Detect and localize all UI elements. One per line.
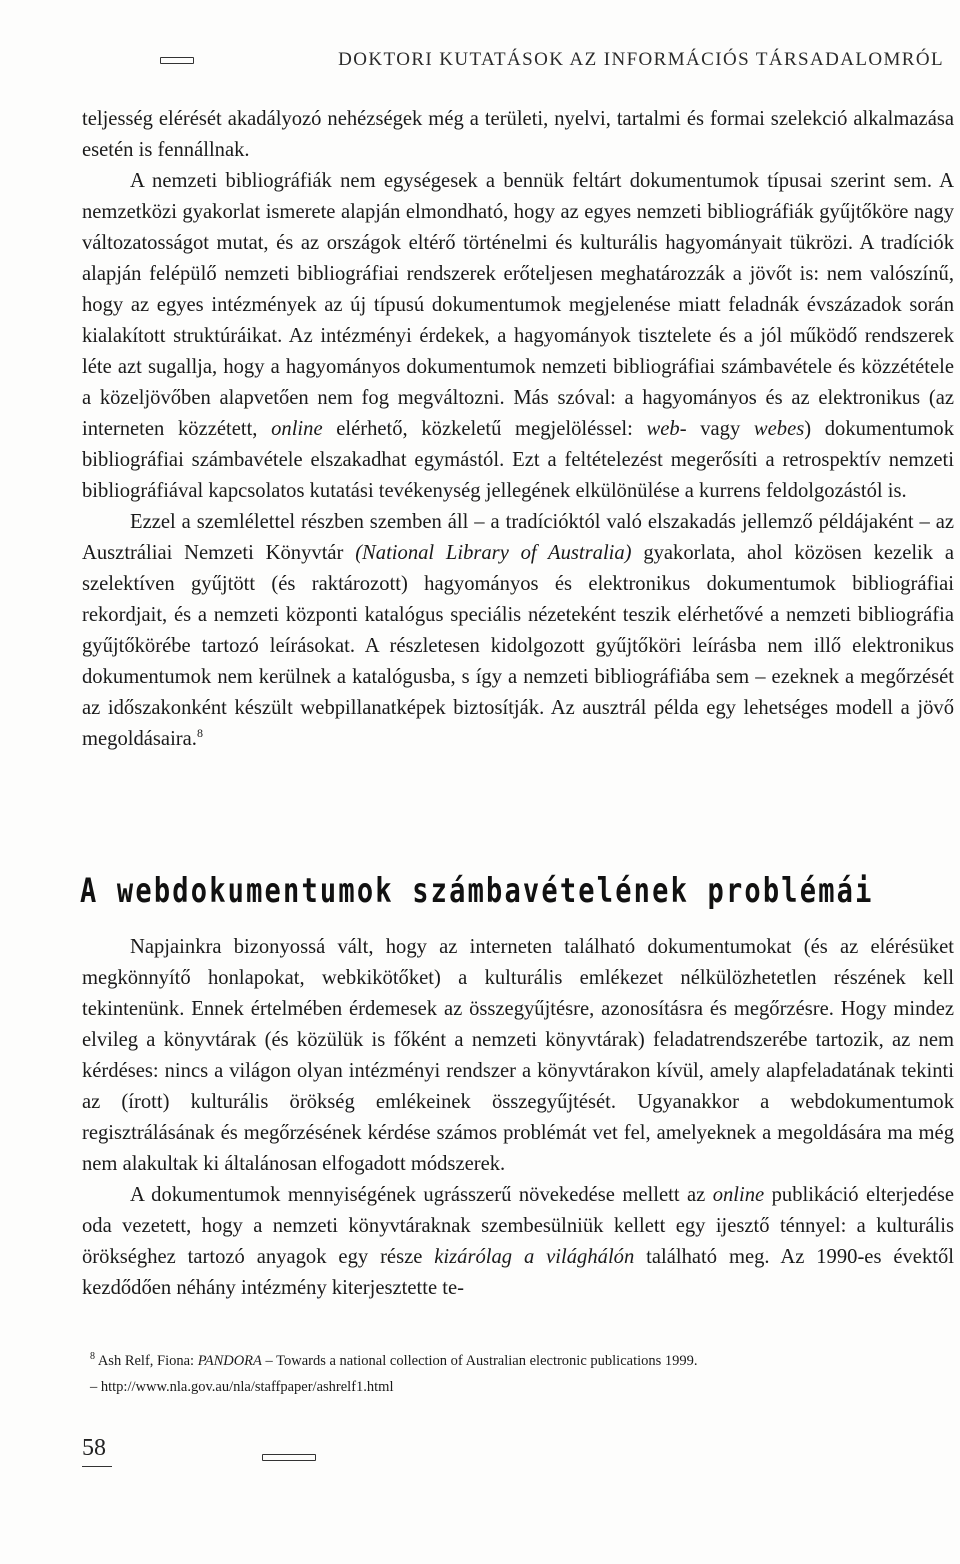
- paragraph: A dokumentumok mennyiségének ugrásszerű növekedése mellett az online publikáció elterjedése oda vezetett, hogy a nemzeti könyvtáraknak szembesülniük kellett egy ijesztő ténnyel: a kulturális örökséghez tartozó anyagok egy része kizárólag a világhálón található meg. Az 1990-es évektől kezdődően néhány intézmény kiterjesztette te-: [82, 1184, 954, 1299]
- footnote-url[interactable]: – http://www.nla.gov.au/nla/staffpaper/ashrelf1.html: [90, 1379, 394, 1395]
- paragraph: Napjainkra bizonyossá vált, hogy az interneten található dokumentumokat (és az elérésüket megkönnyítő honlapokat, webkikötőket) a kulturális emlékezet nélkülözhetetlen részének kell tekintenünk. Ennek értelmében érdemesek az összegyűjtésre, azonosításra és megőrzésre. Hogy mindez elvileg a könyvtárak (és közülük is főként a nemzeti könyvtárak) feladatrendszerébe tartozik, az nem kérdéses: nincs a világon olyan intézményi rendszer a könyvtárakon kívül, amely alapfeladatának tekinti az (írott) kulturális örökség emlékeinek összegyűjtését. Ugyanakkor a webdokumentumok regisztrálásának és megőrzésének kérdése számos problémát vet fel, amelyeknek a megoldására ma még nem alakultak ki általánosan elfogadott módszerek.: [82, 936, 954, 1175]
- body-section-2: [82, 932, 954, 1304]
- footnote-line: $^8$ Ash Relf, Fiona: PANDORA – Towards a national collection of Australian electronic publications 1999.: [90, 1351, 698, 1369]
- footnote-number: 8: [90, 1351, 95, 1363]
- paragraph: A nemzeti bibliográfiák nem egységesek a bennük feltárt dokumentumok típusai szerint sem. A nemzetközi gyakorlat ismerete alapján elmondható, hogy az egyes nemzeti bibliográfiák gyűjtőköre nagy változatosságot mutat, és az országok eltérő történelmi és kulturális hagyományait tükrözi. A tradíciók alapján felépülő nemzeti bibliográfiai rendszerek erőteljesen meghatározzák a jövőt is: nem valószínű, hogy az egyes intézmények az új típusú dokumentumok megjelenése miatt feladnák évszázadok során kialakított struktúráikat. Az intézményi érdekek, a hagyományok tisztelete és a jól működő rendszerek léte azt sugallja, hogy a hagyományos dokumentumok nemzeti bibliográfiai számbavétele és közzététele a közeljövőben alapvetően nem fog megváltozni. Más szóval: a hagyományos és az elektronikus (az interneten közzétett, online elérhető, közkeletű megjelöléssel: web- vagy webes) dokumentumok bibliográfiai számbavétele elszakadhat egymástól. Ezt a feltételezést megerősíti a retrospektív nemzeti bibliográfiával kapcsolatos kutatási tevékenység jellegének elkülönülése a kurrens feldolgozástól is.: [82, 170, 955, 502]
- body-section-1: [82, 104, 954, 755]
- page-number-underline: [82, 1466, 112, 1467]
- running-header: [160, 40, 944, 80]
- paragraph: Ezzel a szemlélettel részben szemben áll – a tradícióktól való elszakadás jellemző példájaként – az Ausztráliai Nemzeti Könyvtár (National Library of Australia) gyakorlata, ahol közösen kezelik a szelektíven gyűjtött (és raktározott) hagyományos és elektronikus dokumentumok bibliográfiai rekordjait, és a nemzeti központi katalógus speciális nézeteként teszik elérhetővé a nemzeti bibliográfia gyűjtőkörébe tartozó leírásokat. A részletesen kidolgozott gyűjtőköri leírásba nem illő elektronikus dokumentumok nem kerülnek a katalógusba, s így a nemzeti bibliográfiába sem – ezeknek a megőrzését az időszakonként készült webpillanatképek biztosítják. Az ausztrál példa egy lehetséges modell a jövő megoldásaira.$^8$: [82, 511, 954, 750]
- section-heading: A webdokumentumok számbavételének problémái: [80, 872, 874, 911]
- footnote: [90, 1348, 952, 1400]
- paragraph: teljesség elérését akadályozó nehézségek még a területi, nyelvi, tartalmi és formai szelekció alkalmazása esetén is fennállnak.: [82, 108, 954, 161]
- page-number: 58: [82, 1435, 106, 1461]
- footnote-ref[interactable]: 8: [196, 726, 203, 741]
- footer-rule-icon: [262, 1454, 316, 1461]
- header-rule-icon: [160, 57, 194, 64]
- header-title: DOKTORI KUTATÁSOK AZ INFORMÁCIÓS TÁRSADALOMRÓL: [338, 49, 944, 70]
